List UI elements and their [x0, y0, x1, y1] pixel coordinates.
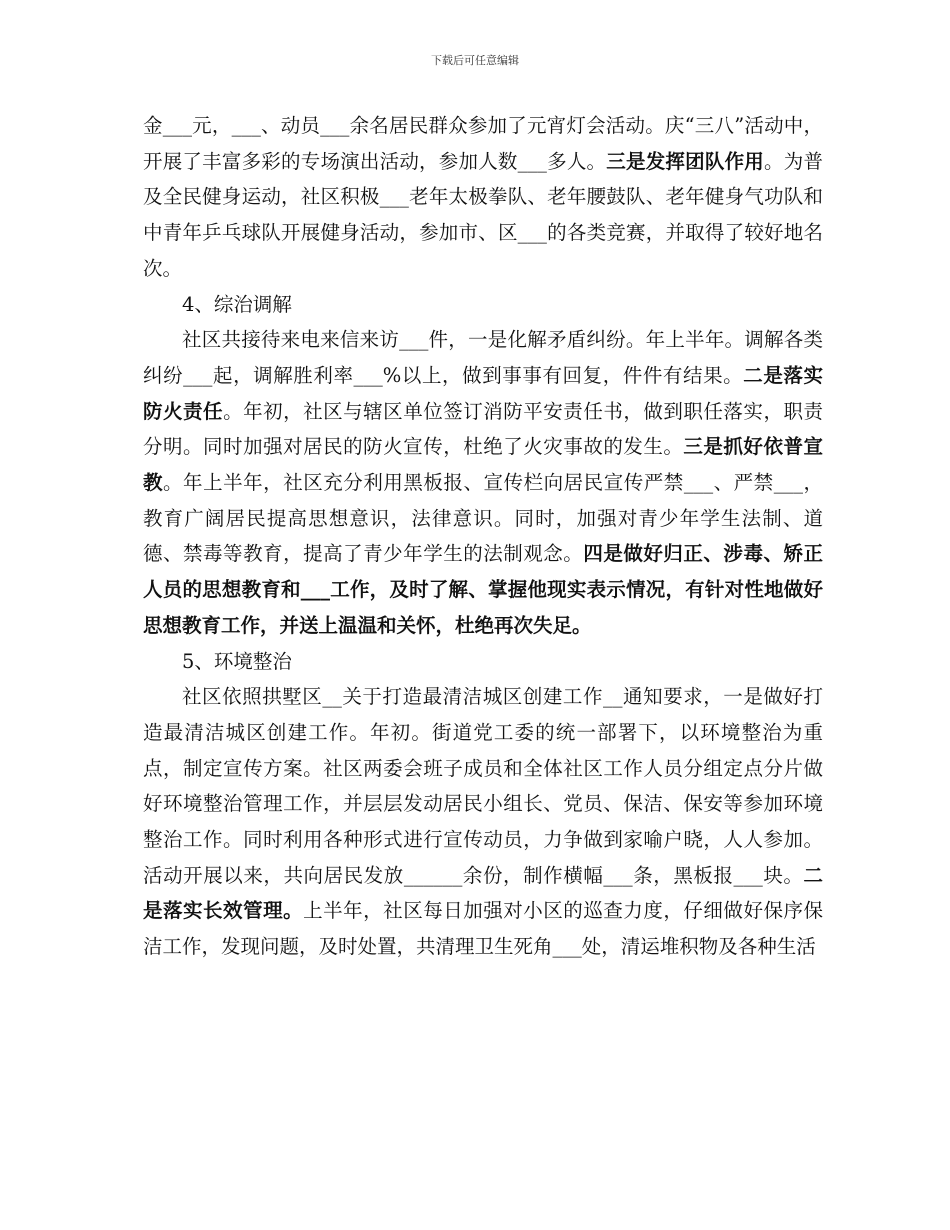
text-run: 金___元，___、动员___余名居民群众参加了元宵灯会活动。庆“三八”活动中，开展了丰富多彩的专场演出活动，参加人数___多人。	[143, 114, 823, 173]
bold-text-run: 四是做好归正、涉毒、矫正人员的思想教育和___工作，及时了解、掌握他现实表示情况，有针对性地做好思想教育工作，并送上温温和关怀，杜绝再次失足。	[143, 542, 823, 637]
bold-text-run: 二是落实防火责任	[143, 363, 823, 423]
text-run: 。为普及全民健身运动，社区积极___老年太极拳队、老年腰鼓队、老年健身气功队和中青年乒乓球队开展健身活动，参加市、区___的各类竞赛，并取得了较好地名次。	[143, 149, 823, 280]
bold-text-run: 二是落实长效管理。	[143, 863, 823, 923]
document-body	[143, 108, 823, 965]
text-run: 社区依照拱墅区__关于打造最清洁城区创建工作__通知要求，一是做好打造最清洁城区创建工作。年初。街道党工委的统一部署下，以环境整治为重点，制定宣传方案。社区两委会班子成员和全体社区工作人员分组定点分片做好环境整治管理工作，并层层发动居民小组长、党员、保洁、保安等参加环境整治工作。同时利用各种形式进行宣传动员，力争做到家喻户晓，人人参加。活动开展以来，共向居民发放______余份，制作横幅___条，黑板报___块。	[143, 685, 823, 887]
paragraph-community-activities	[143, 108, 823, 287]
text-run: 。年初，社区与辖区单位签订消防平安责任书，做到职任落实，职责分明。同时加强对居民的防火宣传，杜绝了火灾事故的发生。	[143, 399, 823, 459]
bold-text-run: 三是抓好依普宣教	[143, 435, 823, 495]
paragraph-environment	[143, 679, 823, 965]
text-run: 社区共接待来电来信来访___件，一是化解矛盾纠纷。年上半年。调解各类纠纷___起，调解胜利率___%以上，做到事事有回复，件件有结果。	[143, 328, 823, 387]
section-heading-environment: 5、环境整治	[182, 649, 292, 673]
text-run: 。年上半年，社区充分利用黑板报、宣传栏向居民宣传严禁___、严禁___，教育广阔居民提高思想意识，法律意识。同时，加强对青少年学生法制、道德、禁毒等教育，提高了青少年学生的法制观念。	[143, 471, 823, 566]
bold-text-run: 三是发挥团队作用	[606, 149, 765, 173]
page-header: 下载后可任意编辑	[431, 54, 519, 67]
section-heading-mediation: 4、综治调解	[182, 292, 292, 316]
paragraph-mediation	[143, 322, 823, 643]
text-run: 上半年，社区每日加强对小区的巡查力度，仔细做好保序保洁工作，发现问题，及时处置，共清理卫生死角___处，清运堆积物及各种生活	[143, 899, 823, 959]
